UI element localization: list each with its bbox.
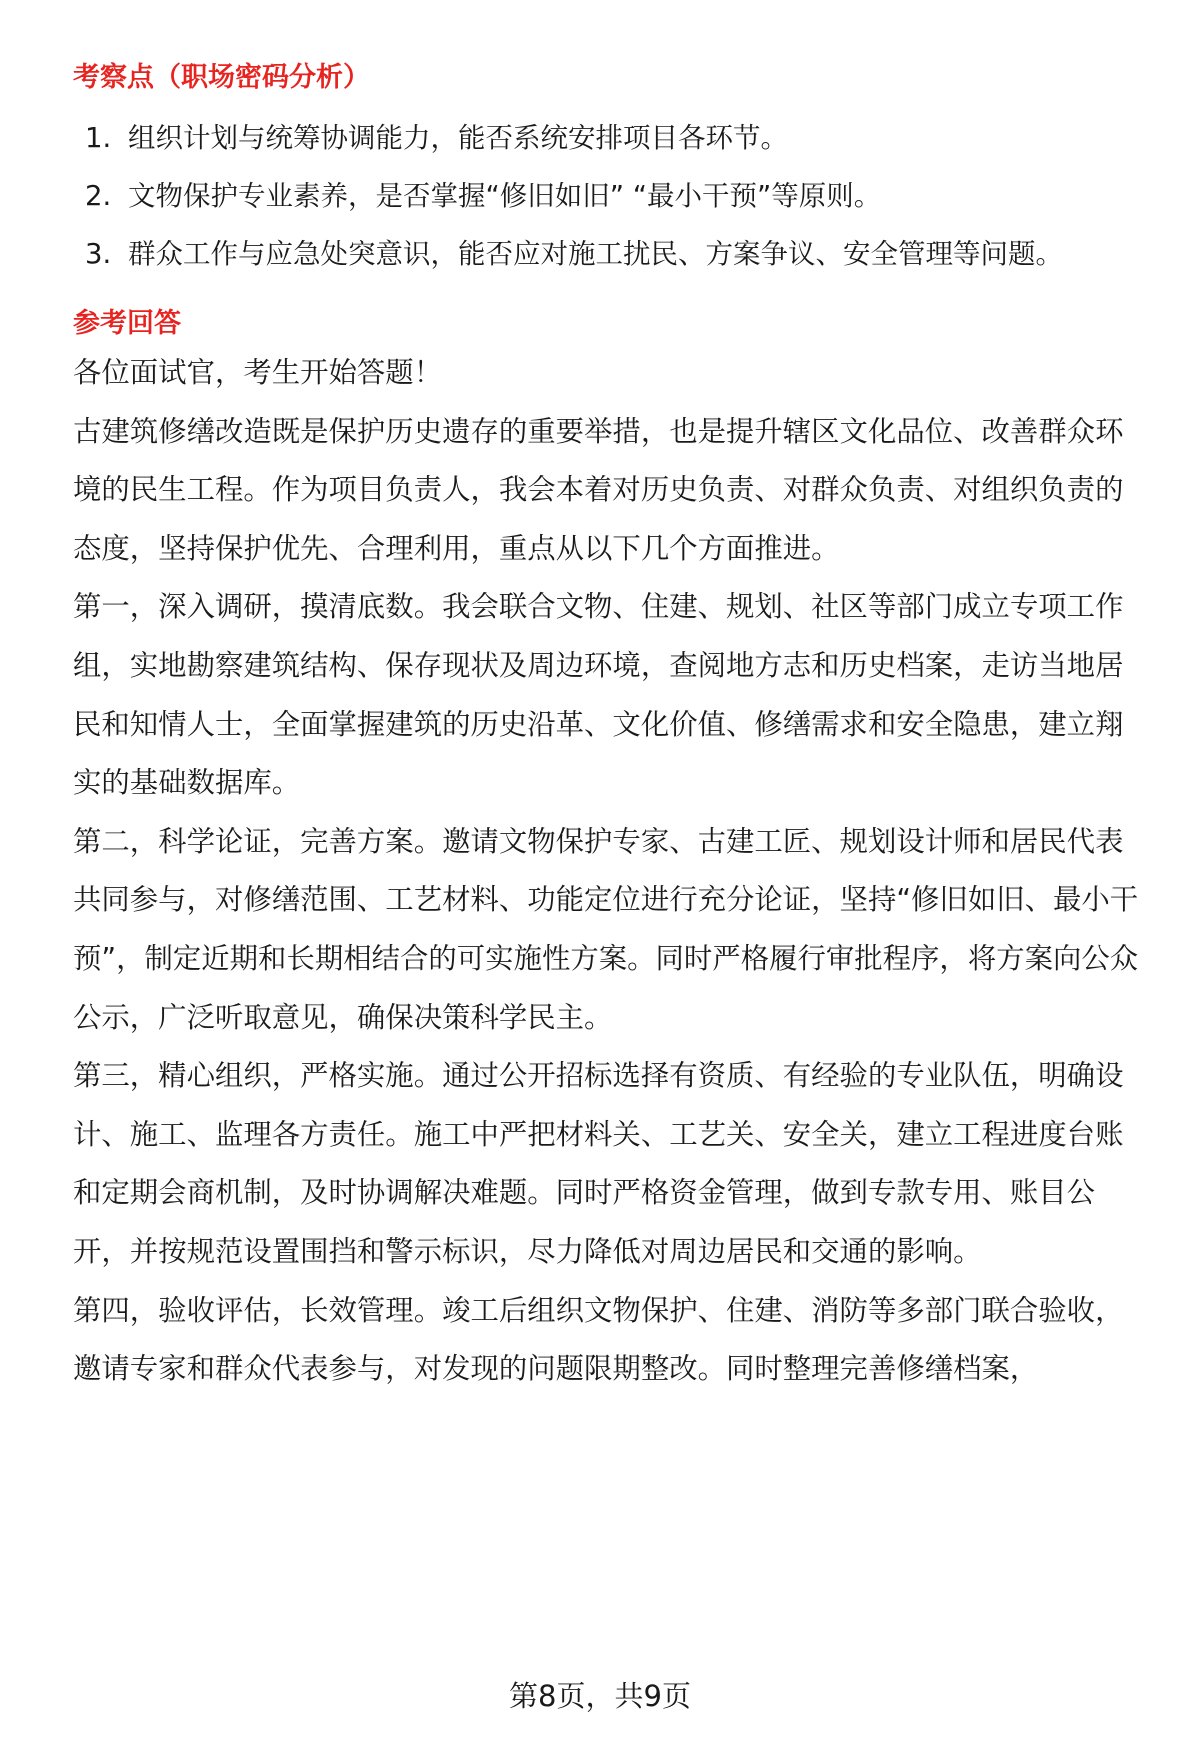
list-item-text: 群众工作与应急处突意识，能否应对施工扰民、方案争议、安全管理等问题。 xyxy=(128,238,1063,270)
list-item-text: 文物保护专业素养，是否掌握“修旧如旧” “最小干预”等原则。 xyxy=(128,180,882,212)
list-item-number: 3. xyxy=(85,238,112,270)
section-title-reference-answer: 参考回答 xyxy=(73,308,181,339)
answer-paragraph-fourth: 第四，验收评估，长效管理。竣工后组织文物保护、住建、消防等多部门联合验收，邀请专家和群众代表参与，对发现的问题限期整改。同时整理完善修缮档案， xyxy=(73,1293,1124,1386)
list-item xyxy=(73,118,1144,158)
list-item xyxy=(73,176,1144,216)
exam-points-list xyxy=(73,118,1144,274)
greeting-paragraph: 各位面试官，考生开始答题！ xyxy=(73,356,443,389)
list-item-number: 2. xyxy=(85,180,112,212)
answer-paragraph-third: 第三，精心组织，严格实施。通过公开招标选择有资质、有经验的专业队伍，明确设计、施工、监理各方责任。施工中严把材料关、工艺关、安全关，建立工程进度台账和定期会商机制，及时协调解决难题。同时严格资金管理，做到专款专用、账目公开，并按规范设置围挡和警示标识，尽力降低对周边居民和交通的影响。 xyxy=(73,1059,1124,1268)
answer-paragraph-second: 第二，科学论证，完善方案。邀请文物保护专家、古建工匠、规划设计师和居民代表共同参与，对修缮范围、工艺材料、功能定位进行充分论证，坚持“修旧如旧、最小干预”，制定近期和长期相结合的可实施性方案。同时严格履行审批程序，将方案向公众公示，广泛听取意见，确保决策科学民主。 xyxy=(73,824,1139,1034)
answer-paragraph-intro: 古建筑修缮改造既是保护历史遗存的重要举措，也是提升辖区文化品位、改善群众环境的民生工程。作为项目负责人，我会本着对历史负责、对群众负责、对组织负责的态度，坚持保护优先、合理利用，重点从以下几个方面推进。 xyxy=(73,414,1124,565)
answer-paragraph-first: 第一，深入调研，摸清底数。我会联合文物、住建、规划、社区等部门成立专项工作组，实地勘察建筑结构、保存现状及周边环境，查阅地方志和历史档案，走访当地居民和知情人士，全面掌握建筑的历史沿革、文化价值、修缮需求和安全隐患，建立翔实的基础数据库。 xyxy=(73,590,1124,800)
section-title-exam-points: 考察点（职场密码分析） xyxy=(73,62,370,93)
page-number-footer: 第8页，共9页 xyxy=(509,1679,691,1713)
list-item-number: 1. xyxy=(85,122,112,154)
list-item-text: 组织计划与统筹协调能力，能否系统安排项目各环节。 xyxy=(128,122,788,154)
list-item xyxy=(73,234,1144,274)
